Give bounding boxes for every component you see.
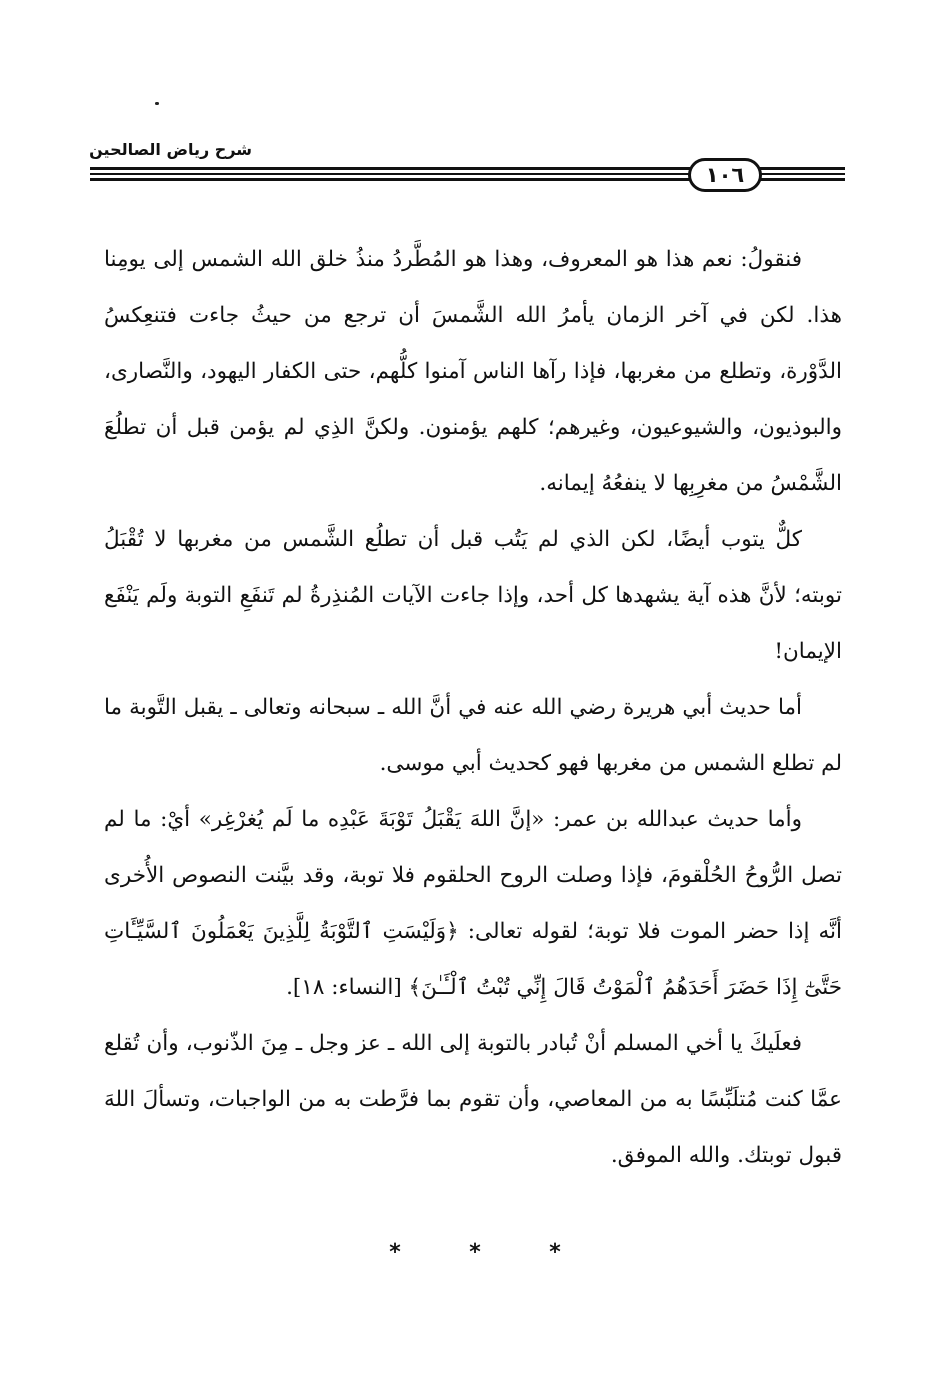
separator-star: *: [469, 1240, 481, 1265]
paragraph-2: كلٌّ يتوب أيضًا، لكن الذي لم يَتُب قبل أن تطلُع الشَّمس من مغربها لا تُقْبَلُ توبته؛ لأنَّ هذه آية يشهدها كل أحد، وإذا جاءت الآيات المُنذِرةُ لم تَنفَعِ التوبة ولَم يَنْفَع الإيمان!: [104, 527, 842, 664]
paragraph-5: فعلَيكَ يا أخي المسلم أنْ تُبادر بالتوبة إلى الله ـ عز وجل ـ مِنَ الذّنوب، وأن تُقلع عمَّا كنت مُتلَبِّسًا به من المعاصي، وأن تقوم بما فرَّطت به من الواجبات، وتسألَ اللهَ قبول توبتك. والله الموفق.: [104, 1031, 842, 1168]
separator-star: *: [549, 1240, 561, 1265]
header-rule-right: [760, 165, 845, 187]
ink-speck: [155, 102, 159, 105]
paragraph-4: وأما حديث عبدالله بن عمر: «إنَّ اللهَ يَقْبَلُ تَوْبَةَ عَبْدِه ما لَم يُغرْغِر» أيْ: ما لم تصل الرُّوحُ الحُلْقومَ، فإذا وصلت الروح الحلقوم فلا توبة، وقد بيَّنت النصوص الأُخرى أنَّه إذا حضر الموت فلا توبة؛ لقوله تعالى: ﴿وَلَيْسَتِ ٱلتَّوْبَةُ لِلَّذِينَ يَعْمَلُونَ ٱلسَّيِّـَٔاتِ حَتَّىٰٓ إِذَا حَضَرَ أَحَدَهُمُ ٱلْمَوْتُ قَالَ إِنِّي تُبْتُ ٱلْـَٔـٰنَ﴾ [النساء: ١٨].: [104, 807, 842, 1000]
section-separator: [380, 1238, 570, 1268]
paragraph-1: فنقولُ: نعم هذا هو المعروف، وهذا هو المُطَّردُ منذُ خلق الله الشمس إلى يومِنا هذا. لكن في آخر الزمان يأمرُ الله الشَّمسَ أن ترجع من حيثُ جاءت فتنعِكسُ الدَّوْرة، وتطلع من مغربها، فإذا رآها الناس آمنوا كلُّهم، حتى الكفار اليهود، والنَّصارى، والبوذيون، والشيوعيون، وغيرهم؛ كلهم يؤمنون. ولكنَّ الذِي لم يؤمن قبل أن تطلُعَ الشَّمْسُ من مغرِبِها لا ينفعُهُ إيمانه.: [104, 247, 842, 496]
page-number: ١٠٦: [688, 158, 762, 192]
paragraph-3: أما حديث أبي هريرة رضي الله عنه في أنَّ الله ـ سبحانه وتعالى ـ يقبل التَّوبة ما لم تطلع الشمس من مغربها فهو كحديث أبي موسى.: [104, 695, 842, 776]
separator-star: *: [389, 1240, 401, 1265]
running-title: شرح رياض الصالحين: [89, 140, 252, 159]
header-rule-left: [90, 165, 690, 187]
body-text: [104, 232, 842, 1242]
